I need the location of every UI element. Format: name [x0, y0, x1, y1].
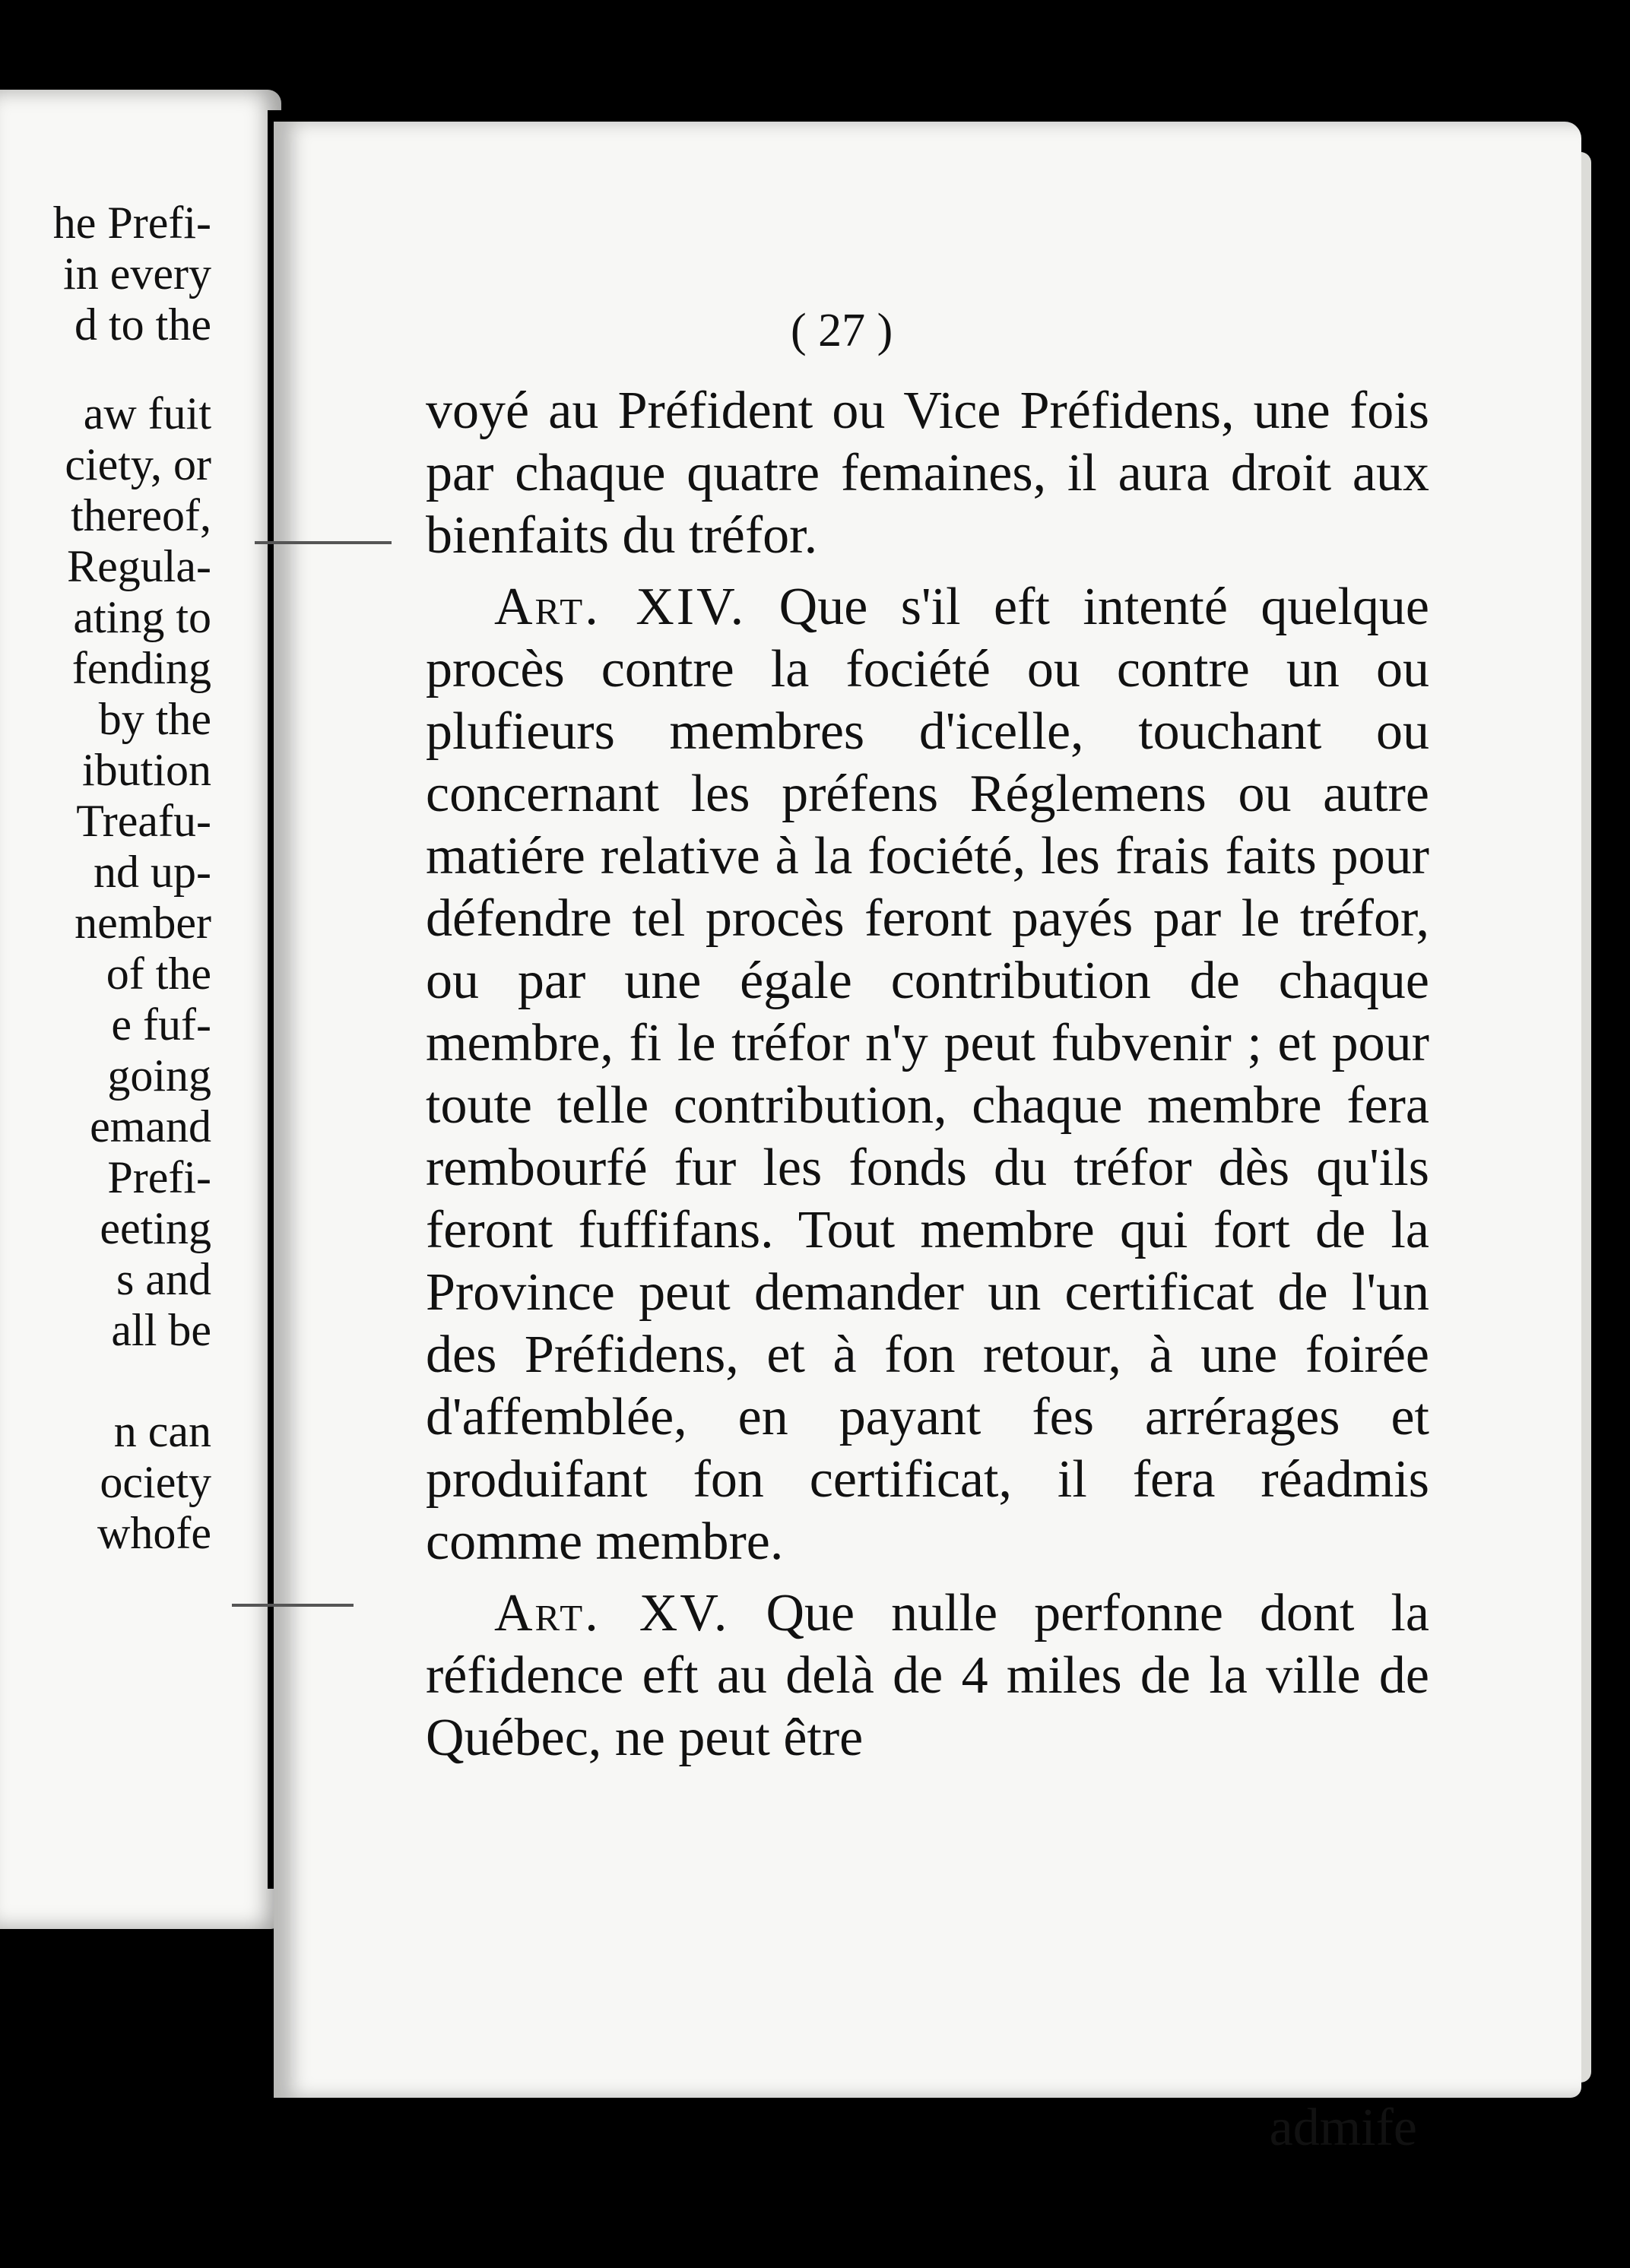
left-page-line: fending [71, 643, 211, 693]
left-page-line: he Prefi- [52, 198, 211, 248]
left-page-line: ibution [81, 745, 211, 795]
left-page-line: s and [116, 1254, 211, 1304]
article-15-text: Que nulle perfonne dont la réfidence eft au delà de 4 miles de la ville de Québec, ne peut être [426, 1584, 1429, 1767]
margin-mark [255, 541, 392, 544]
left-page-line: by the [98, 694, 211, 744]
left-page-line: Treafu- [76, 796, 211, 846]
left-page-line: ating to [73, 592, 211, 642]
left-page-line: emand [90, 1101, 211, 1151]
left-page-line: Prefi- [107, 1152, 211, 1202]
page-number: ( 27 ) [791, 305, 893, 356]
left-page-line: thereof, [71, 490, 211, 540]
left-page-line: e fuf- [111, 999, 211, 1050]
article-14-text: Que s'il eft intenté quelque procès contre la fociété ou contre un ou plufieurs membres d'icelle, touchant ou concernant les préfens Réglemens ou autre matiére relative à la fociété, les frais faits pour défendre tel procès feront payés par le tréfor, ou par une égale contribution de chaque membre, fi le tréfor n'y peut fubvenir ; et pour toute telle contribution, chaque membre fera rembourfé fur les fonds du tréfor dès qu'ils feront fuffifans. Tout membre qui fort de la Province peut demander un certificat de l'un des Préfidens, et à fon retour, à une foirée d'affemblée, en payant fes arrérages et produifant fon certificat, il fera réadmis comme membre. [426, 578, 1429, 1571]
left-page-line: n can [113, 1406, 211, 1456]
left-page-line: nember [75, 898, 211, 948]
left-page [0, 90, 281, 1929]
left-page-line: going [107, 1050, 211, 1101]
page-body [426, 380, 1429, 1769]
left-page-line: ociety [100, 1457, 211, 1507]
left-page-line: aw fuit [83, 388, 211, 439]
left-page-line: ciety, or [65, 439, 211, 489]
left-page-line: d to the [75, 299, 211, 350]
continuation-paragraph: voyé au Préfident ou Vice Préfidens, une fois par chaque quatre femaines, il aura droit aux bienfaits du tréfor. [426, 382, 1429, 565]
article-15-label: Art. XV. [494, 1584, 730, 1642]
left-page-line: in every [63, 249, 211, 299]
article-14 [426, 576, 1429, 1573]
left-page-line: all be [111, 1305, 211, 1355]
article-14-label: Art. XIV. [494, 578, 747, 636]
article-15 [426, 1582, 1429, 1769]
left-page-line: whofe [97, 1508, 211, 1558]
catchword: admife [1269, 2099, 1417, 2157]
left-page-line: of the [106, 949, 211, 999]
left-page-line: Regula- [67, 541, 211, 591]
margin-mark [232, 1604, 354, 1607]
left-page-line: nd up- [94, 847, 211, 897]
left-page-line: eeting [100, 1203, 211, 1253]
